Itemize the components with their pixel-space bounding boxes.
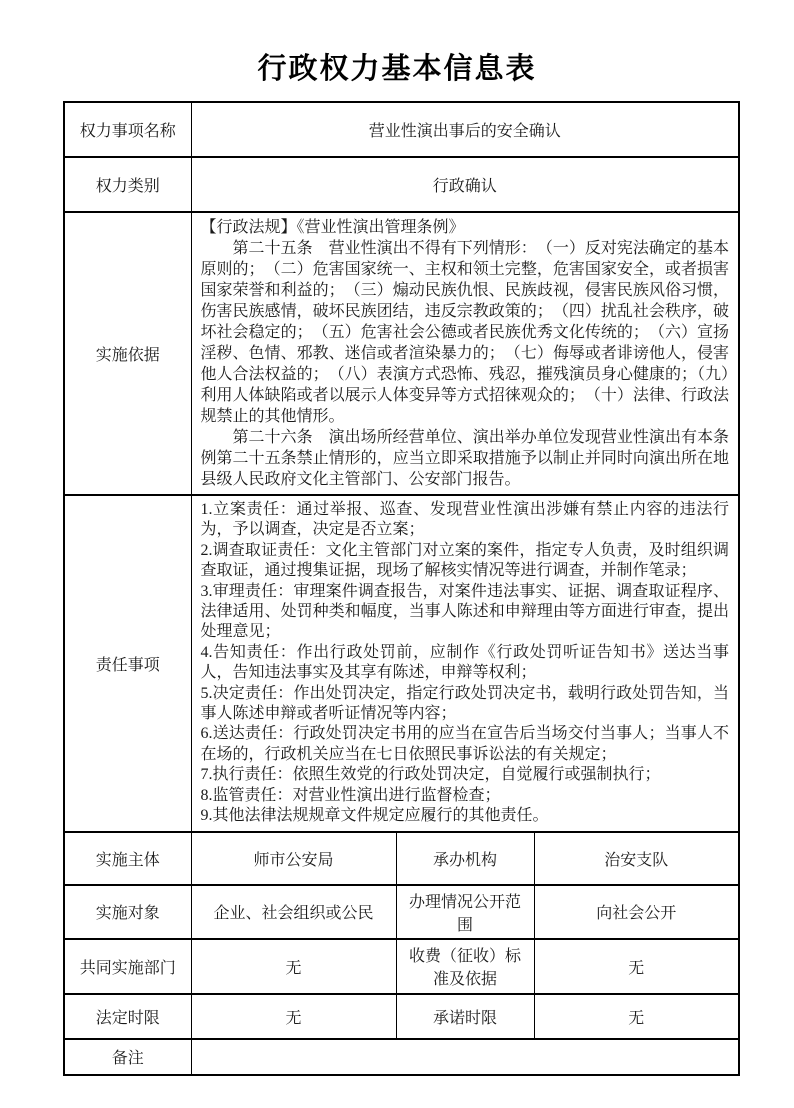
legal-paragraph-article-26: 第二十六条 演出场所经营单位、演出举办单位发现营业性演出有本条例第二十五条禁止情形的，应当立即采取措施予以制止并同时向演出所在地县级人民政府文化主管部门、公安部门报告。: [200, 429, 730, 488]
row-joint-department: [64, 939, 739, 994]
implementing-target-value: 企业、社会组织或公民: [191, 885, 396, 939]
handling-agency-value: 治安支队: [534, 832, 739, 885]
info-table: [63, 101, 740, 1076]
duty-item-7: 7.执行责任：依照生效党的行政处罚决定，自觉履行或强制执行；: [200, 766, 661, 784]
power-category-value: 行政确认: [191, 157, 739, 212]
joint-department-value: 无: [191, 939, 396, 994]
row-implementing-target: [64, 885, 739, 939]
fee-standard-value: 无: [534, 939, 739, 994]
row-implementing-subject: [64, 832, 739, 885]
fee-standard-label: 收费（征收）标准及依据: [396, 939, 534, 994]
duty-item-8: 8.监管责任：对营业性演出进行监督检查；: [200, 786, 501, 804]
legal-paragraph-heading: 【行政法规】《营业性演出管理条例》: [200, 219, 465, 236]
remarks-value: [191, 1039, 739, 1075]
row-remarks: [64, 1039, 739, 1075]
implementing-subject-label: 实施主体: [64, 832, 191, 885]
implementing-target-label: 实施对象: [64, 885, 191, 939]
row-power-name: [64, 102, 739, 157]
duty-item-4: 4.告知责任：作出行政处罚前，应制作《行政处罚听证告知书》送达当事人，告知违法事实及其享有陈述，申辩等权利；: [200, 643, 730, 682]
statutory-time-limit-label: 法定时限: [64, 994, 191, 1039]
handling-agency-label: 承办机构: [396, 832, 534, 885]
disclosure-scope-label: 办理情况公开范围: [396, 885, 534, 939]
legal-basis-text: [201, 217, 730, 490]
duty-item-6: 6.送达责任：行政处罚决定书用的应当在宣告后当场交付当事人；当事人不在场的，行政机关应当在七日依照民事诉讼法的有关规定；: [200, 725, 730, 763]
duties-label: 责任事项: [64, 495, 191, 832]
power-name-label: 权力事项名称: [64, 102, 191, 157]
legal-basis-label: 实施依据: [64, 212, 191, 495]
remarks-label: 备注: [64, 1039, 191, 1075]
implementing-subject-value: 师市公安局: [191, 832, 396, 885]
duty-item-2: 2.调查取证责任：文化主管部门对立案的案件，指定专人负责，及时组织调查取证，通过搜集证据，现场了解核实情况等进行调查，并制作笔录；: [200, 541, 730, 580]
duty-item-9: 9.其他法律法规规章文件规定应履行的其他责任。: [200, 807, 549, 825]
duty-item-5: 5.决定责任：作出处罚决定，指定行政处罚决定书，载明行政处罚告知，当事人陈述申辩或者听证情况等内容；: [200, 684, 730, 723]
row-power-category: [64, 157, 739, 212]
promised-time-limit-value: 无: [534, 994, 739, 1039]
row-duties: [64, 495, 739, 832]
joint-department-label: 共同实施部门: [64, 939, 191, 994]
promised-time-limit-label: 承诺时限: [396, 994, 534, 1039]
legal-basis-value: [191, 212, 739, 495]
statutory-time-limit-value: 无: [191, 994, 396, 1039]
page-title: 行政权力基本信息表: [257, 53, 537, 85]
row-time-limit: [64, 994, 739, 1039]
duty-item-3: 3.审理责任：审理案件调查报告，对案件违法事实、证据、调查取证程序、法律适用、处罚种类和幅度，当事人陈述和申辩理由等方面进行审查，提出处理意见；: [200, 582, 730, 641]
power-category-label: 权力类别: [64, 157, 191, 212]
power-name-value: 营业性演出事后的安全确认: [191, 102, 739, 157]
disclosure-scope-value: 向社会公开: [534, 885, 739, 939]
legal-paragraph-article-25: 第二十五条 营业性演出不得有下列情形： （一）反对宪法确定的基本原则的； （二）危害国家统一、主权和领土完整，危害国家安全，或者损害国家荣誉和利益的； （三）煽动民族仇恨、民族歧视，侵害民族风俗习惯，伤害民族感情，破坏民族团结，违反宗教政策的； （四）扰乱社会秩序，破坏社会稳定的； （五）危害社会公德或者民族优秀文化传统的； （六）宣扬淫秽、色情、邪教、迷信或者渲染暴力的； （七）侮辱或者诽谤他人，侵害他人合法权益的； （八）表演方式恐怖、残忍，摧残演员身心健康的；（九）利用人体缺陷或者以展示人体变异等方式招徕观众的； （十）法律、行政法规禁止的其他情形。: [200, 240, 730, 425]
duties-value: [191, 495, 739, 832]
duty-item-1: 1.立案责任：通过举报、巡查、发现营业性演出涉嫌有禁止内容的违法行为，予以调查，决定是否立案；: [200, 501, 730, 539]
duties-list: [201, 500, 730, 827]
row-legal-basis: [64, 212, 739, 495]
